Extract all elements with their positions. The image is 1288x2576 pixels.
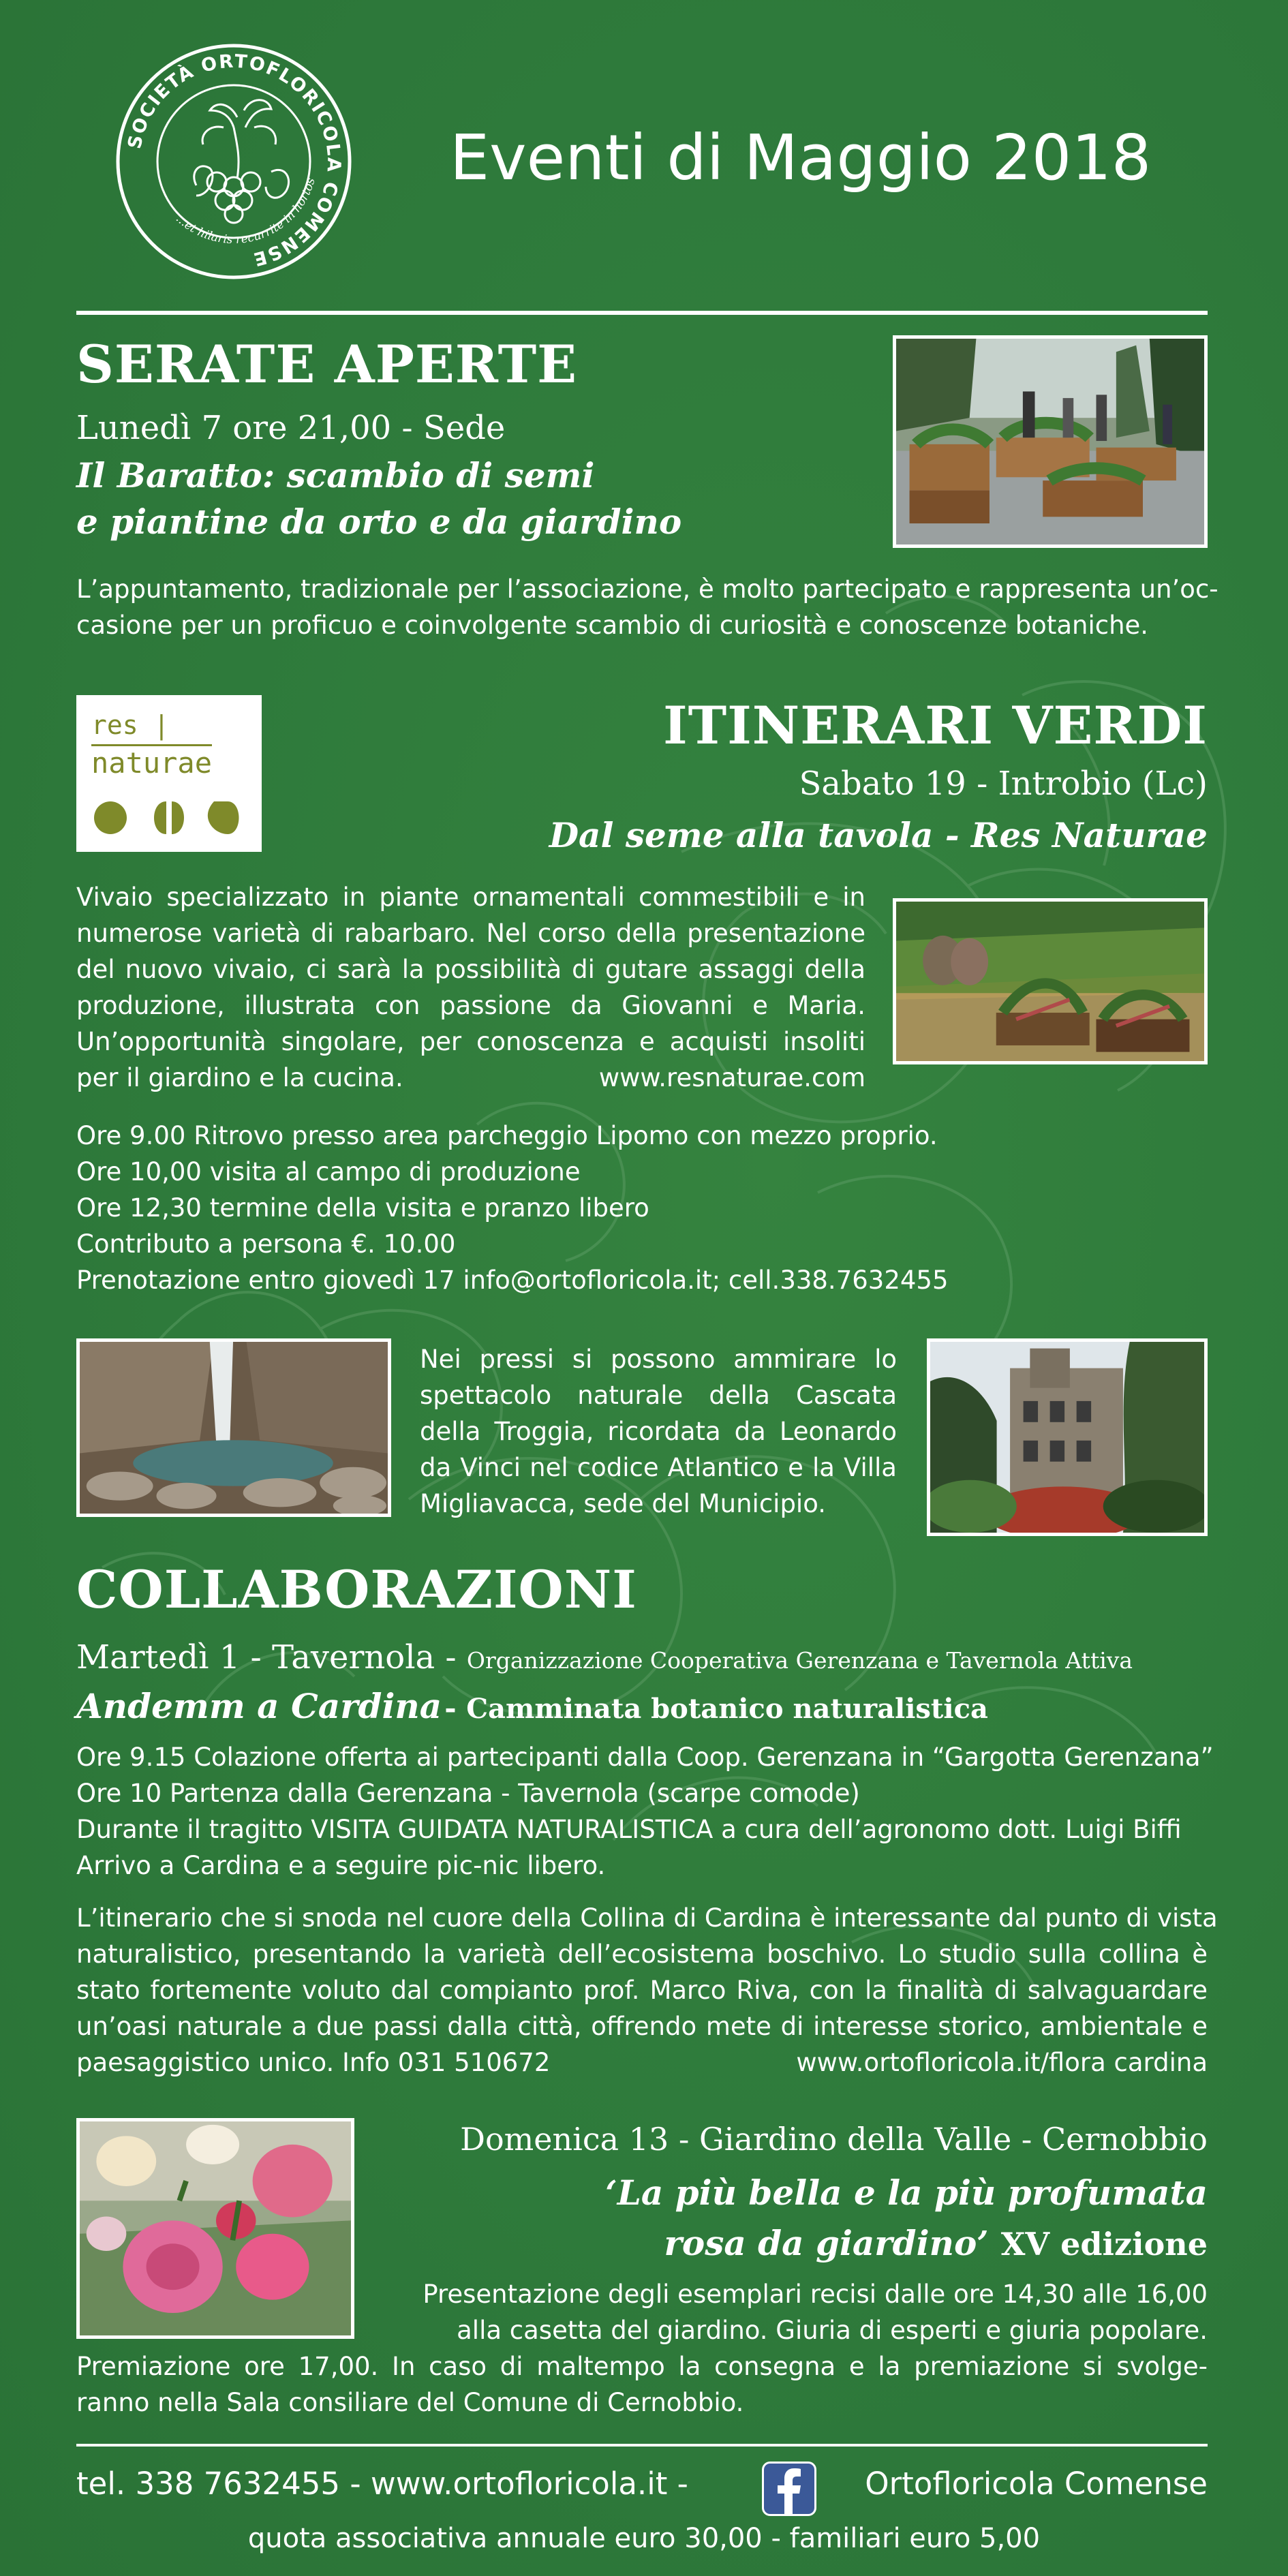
res-naturae-logo-line2: naturae [91, 744, 212, 780]
logo-motto: ...et hilaris recurrite in hortos [172, 177, 318, 247]
section-heading-serate-aperte: SERATE APERTE [76, 334, 578, 395]
rosa-edition: XV edizione [1000, 2226, 1208, 2263]
rosa-date: Domenica 13 - Giardino della Valle - Cernobbio [460, 2121, 1208, 2158]
facebook-page-name[interactable]: Ortofloricola Comense [865, 2466, 1208, 2502]
rosa-title-line2: rosa da giardino’ [664, 2223, 989, 2263]
res-naturae-logo [76, 695, 262, 852]
flora-cardina-link[interactable]: www.ortofloricola.it/flora cardina [796, 2048, 1208, 2077]
photo-villa-migliavacca [927, 1338, 1208, 1536]
collab-date: Martedì 1 - Tavernola - [76, 1638, 467, 1676]
itinerari-subtitle: Dal seme alla tavola - Res Naturae [549, 815, 1208, 855]
rosa-title-line1: ‘La più bella e la più profumata [605, 2173, 1208, 2213]
footer-contact[interactable]: tel. 338 7632455 - www.ortofloricola.it - [76, 2466, 688, 2502]
serate-description: L’appuntamento, tradizionale per l’associazione, è molto partecipato e rappresenta un’oc- casione per un proficuo e coinvolgente scambio di curiosità e conoscenze botaniche. [76, 574, 1218, 640]
photo-roses [76, 2118, 354, 2339]
photo-baratto-garden [893, 335, 1208, 548]
collab-desc-last: paesaggistico unico. Info 031 510672 [76, 2048, 551, 2077]
collab-description: L’itinerario che si snoda nel cuore della Collina di Cardina è interessante dal punto di vista naturalistico, presentando la varietà dell’ecosistema boschivo. Lo studio sulla collina è stato fortemente voluto dal compianto prof. Marco Riva, con la finalità di salvaguardare un’oasi naturale a due passi dalla città, offrendo mete di interesse storico, ambientale e paesaggistico unico. Info 031 510672 www.ortofloricola.it/flora cardina [76, 1900, 1208, 2081]
logo-ring-text: SOCIETÀ ORTOFLORICOLA COMENSE [124, 50, 345, 271]
rosa-description-right: Presentazione degli esemplari recisi dalle ore 14,30 alle 16,00 alla casetta del giardino. Giuria di esperti e giuria popolare. [423, 2280, 1208, 2345]
section-heading-itinerari-verdi: ITINERARI VERDI [663, 695, 1208, 756]
society-logo [114, 42, 353, 281]
photo-cascata-troggia [76, 1338, 391, 1517]
itinerari-date: Sabato 19 - Introbio (Lc) [799, 765, 1208, 803]
collab-schedule: Ore 9.15 Colazione offerta ai partecipanti dalla Coop. Gerenzana in “Gargotta Gerenzana” Ore 10 Partenza dalla Gerenzana - Tavernola (scarpe comode) Durante il tragitto VISITA GUIDATA NATURALISTICA a cura dell’agronomo dott. Luigi Biffi Arrivo a Cardina e a seguire pic-nic libero. [76, 1743, 1214, 1880]
collab-event-title: Andemm a Cardina [76, 1686, 442, 1726]
rosa-description-full: Premiazione ore 17,00. In caso di maltempo la consegna e la premiazione si svolge- ranno nella Sala consiliare del Comune di Cernobbio. [76, 2352, 1208, 2417]
collab-organizer: Organizzazione Cooperativa Gerenzana e Tavernola Attiva [466, 1647, 1133, 1674]
cascata-description: Nei pressi si possono ammirare lo spettacolo naturale della Cascata della Troggia, ricordata da Leonardo da Vinci nel codice Atlantico e la Villa Migliavacca, sede del Municipio. [420, 1345, 897, 1518]
membership-fee: quota associativa annuale euro 30,00 - familiari euro 5,00 [247, 2523, 1041, 2554]
facebook-icon[interactable] [762, 2462, 816, 2516]
serate-subtitle-line1: Il Baratto: scambio di semi [76, 455, 595, 495]
seed-icon [91, 797, 248, 838]
header-divider [76, 311, 1208, 315]
section-heading-collaborazioni: COLLABORAZIONI [76, 1559, 637, 1620]
collab-event-separator: - [444, 1691, 467, 1725]
flower-fruit-icon [194, 100, 289, 223]
itinerari-desc-last: per il giardino e la cucina. [76, 1063, 403, 1092]
itinerari-schedule: Ore 9.00 Ritrovo presso area parcheggio Lipomo con mezzo proprio. Ore 10,00 visita al campo di produzione Ore 12,30 termine della visita e pranzo libero Contributo a persona €. 10.00 Prenotazione entro giovedì 17 info@ortofloricola.it; cell.338.7632455 [76, 1121, 949, 1295]
page-title: Eventi di Maggio 2018 [450, 121, 1152, 194]
rosa-title-line2-wrap [664, 2223, 1208, 2263]
collab-event-description: Camminata botanico naturalistica [466, 1693, 988, 1725]
serate-date: Lunedì 7 ore 21,00 - Sede [76, 409, 506, 447]
res-naturae-website-link[interactable]: www.resnaturae.com [598, 1063, 865, 1092]
serate-subtitle-line2: e piantine da orto e da giardino [76, 502, 682, 542]
collab-event-line [76, 1686, 988, 1726]
footer-divider [76, 2444, 1208, 2447]
itinerari-description: Vivaio specializzato in piante ornamentali commestibili e in numerose varietà di rabarbaro. Nel corso della presentazione del nuovo vivaio, ci sarà la possibilità di gutare assaggi della produzione, illustrata con passione da Giovanni e Maria. Un’opportunità singolare, per conoscenza e acquisti insoliti per il giardino e la cucina. www.resnaturae.com [76, 879, 865, 1096]
res-naturae-logo-line1: res | [91, 710, 170, 740]
photo-rhubarb-field [893, 898, 1208, 1064]
collab-date-line [76, 1638, 1133, 1676]
